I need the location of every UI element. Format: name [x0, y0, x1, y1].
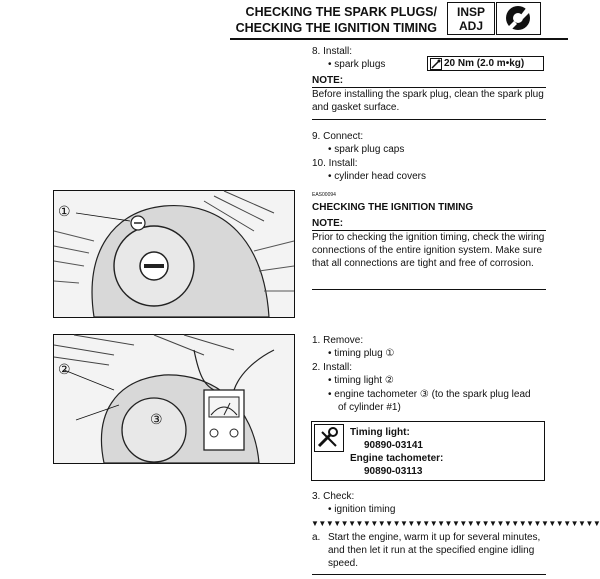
substep-a-bottom-rule: [312, 574, 546, 575]
section-badge-bottom: ADJ: [458, 19, 483, 33]
step10-label: 10. Install:: [312, 158, 358, 169]
section-badge-top: INSP: [456, 5, 485, 19]
tool2-number: 90890-03113: [364, 466, 423, 477]
section-badge: [447, 2, 495, 35]
tool1-name: Timing light:: [350, 427, 410, 438]
note2-heading: NOTE:: [312, 218, 344, 229]
step1-item: • timing plug ①: [328, 348, 395, 359]
substep-a-text: Start the engine, warm it up for several minutes, and then let it run at the specified engine idling speed.: [328, 532, 541, 569]
tool2-name: Engine tachometer:: [350, 453, 444, 464]
special-tools-box: [311, 421, 545, 481]
engine-figure-1: [53, 190, 295, 318]
torque-value: 20 Nm (2.0 m•kg): [444, 58, 525, 69]
step3-label: 3. Check:: [312, 491, 355, 502]
tool1-number: 90890-03141: [364, 440, 423, 451]
note1-text: Before installing the spark plug, clean the spark plug and gasket surface.: [312, 89, 544, 113]
step1-label: 1. Remove:: [312, 335, 364, 346]
note2-text: Prior to checking the ignition timing, check the wiring connections of the entire ignition system. Make sure that all connections are tight and free of corrosion.: [312, 232, 545, 269]
torque-wrench-icon: [430, 58, 442, 70]
note1-heading: NOTE:: [312, 75, 344, 86]
note1-bottom-rule: [312, 119, 546, 120]
step9-label: 9. Connect:: [312, 131, 364, 142]
engine-cover-illustration: [54, 191, 294, 317]
callout-3: ③: [150, 411, 163, 427]
substep-a-marker: a.: [312, 532, 321, 543]
timing-light-illustration: [54, 335, 294, 463]
engine-figure-2: [53, 334, 295, 464]
step8-item: • spark plugs: [328, 59, 386, 70]
step2-item2b: of cylinder #1): [338, 402, 401, 413]
callout-1: ①: [58, 203, 71, 219]
procedure-start-divider: ▼▼▼▼▼▼▼▼▼▼▼▼▼▼▼▼▼▼▼▼▼▼▼▼▼▼▼▼▼▼▼▼▼▼▼▼▼▼▼: [311, 519, 600, 528]
special-tool-icon: [314, 424, 344, 452]
step10-item: • cylinder head covers: [328, 171, 426, 182]
section-icon-box: [496, 2, 541, 35]
step2-item1: • timing light ②: [328, 375, 394, 386]
page-title-line2: CHECKING THE IGNITION TIMING: [235, 21, 437, 35]
page-title-line1: CHECKING THE SPARK PLUGS/: [245, 5, 437, 19]
step3-item: • ignition timing: [328, 504, 396, 515]
torque-spec-box: [427, 56, 544, 71]
note2-bottom-rule: [312, 289, 546, 290]
wrench-gear-icon: [497, 3, 539, 33]
callout-2: ②: [58, 361, 71, 377]
header-rule: [230, 38, 568, 40]
section-code: EAS00094: [312, 192, 336, 198]
step8-label: 8. Install:: [312, 46, 353, 57]
step2-item2a: • engine tachometer ③ (to the spark plug lead: [328, 389, 531, 400]
section-heading: CHECKING THE IGNITION TIMING: [312, 202, 474, 213]
step9-item: • spark plug caps: [328, 144, 405, 155]
step2-label: 2. Install:: [312, 362, 353, 373]
